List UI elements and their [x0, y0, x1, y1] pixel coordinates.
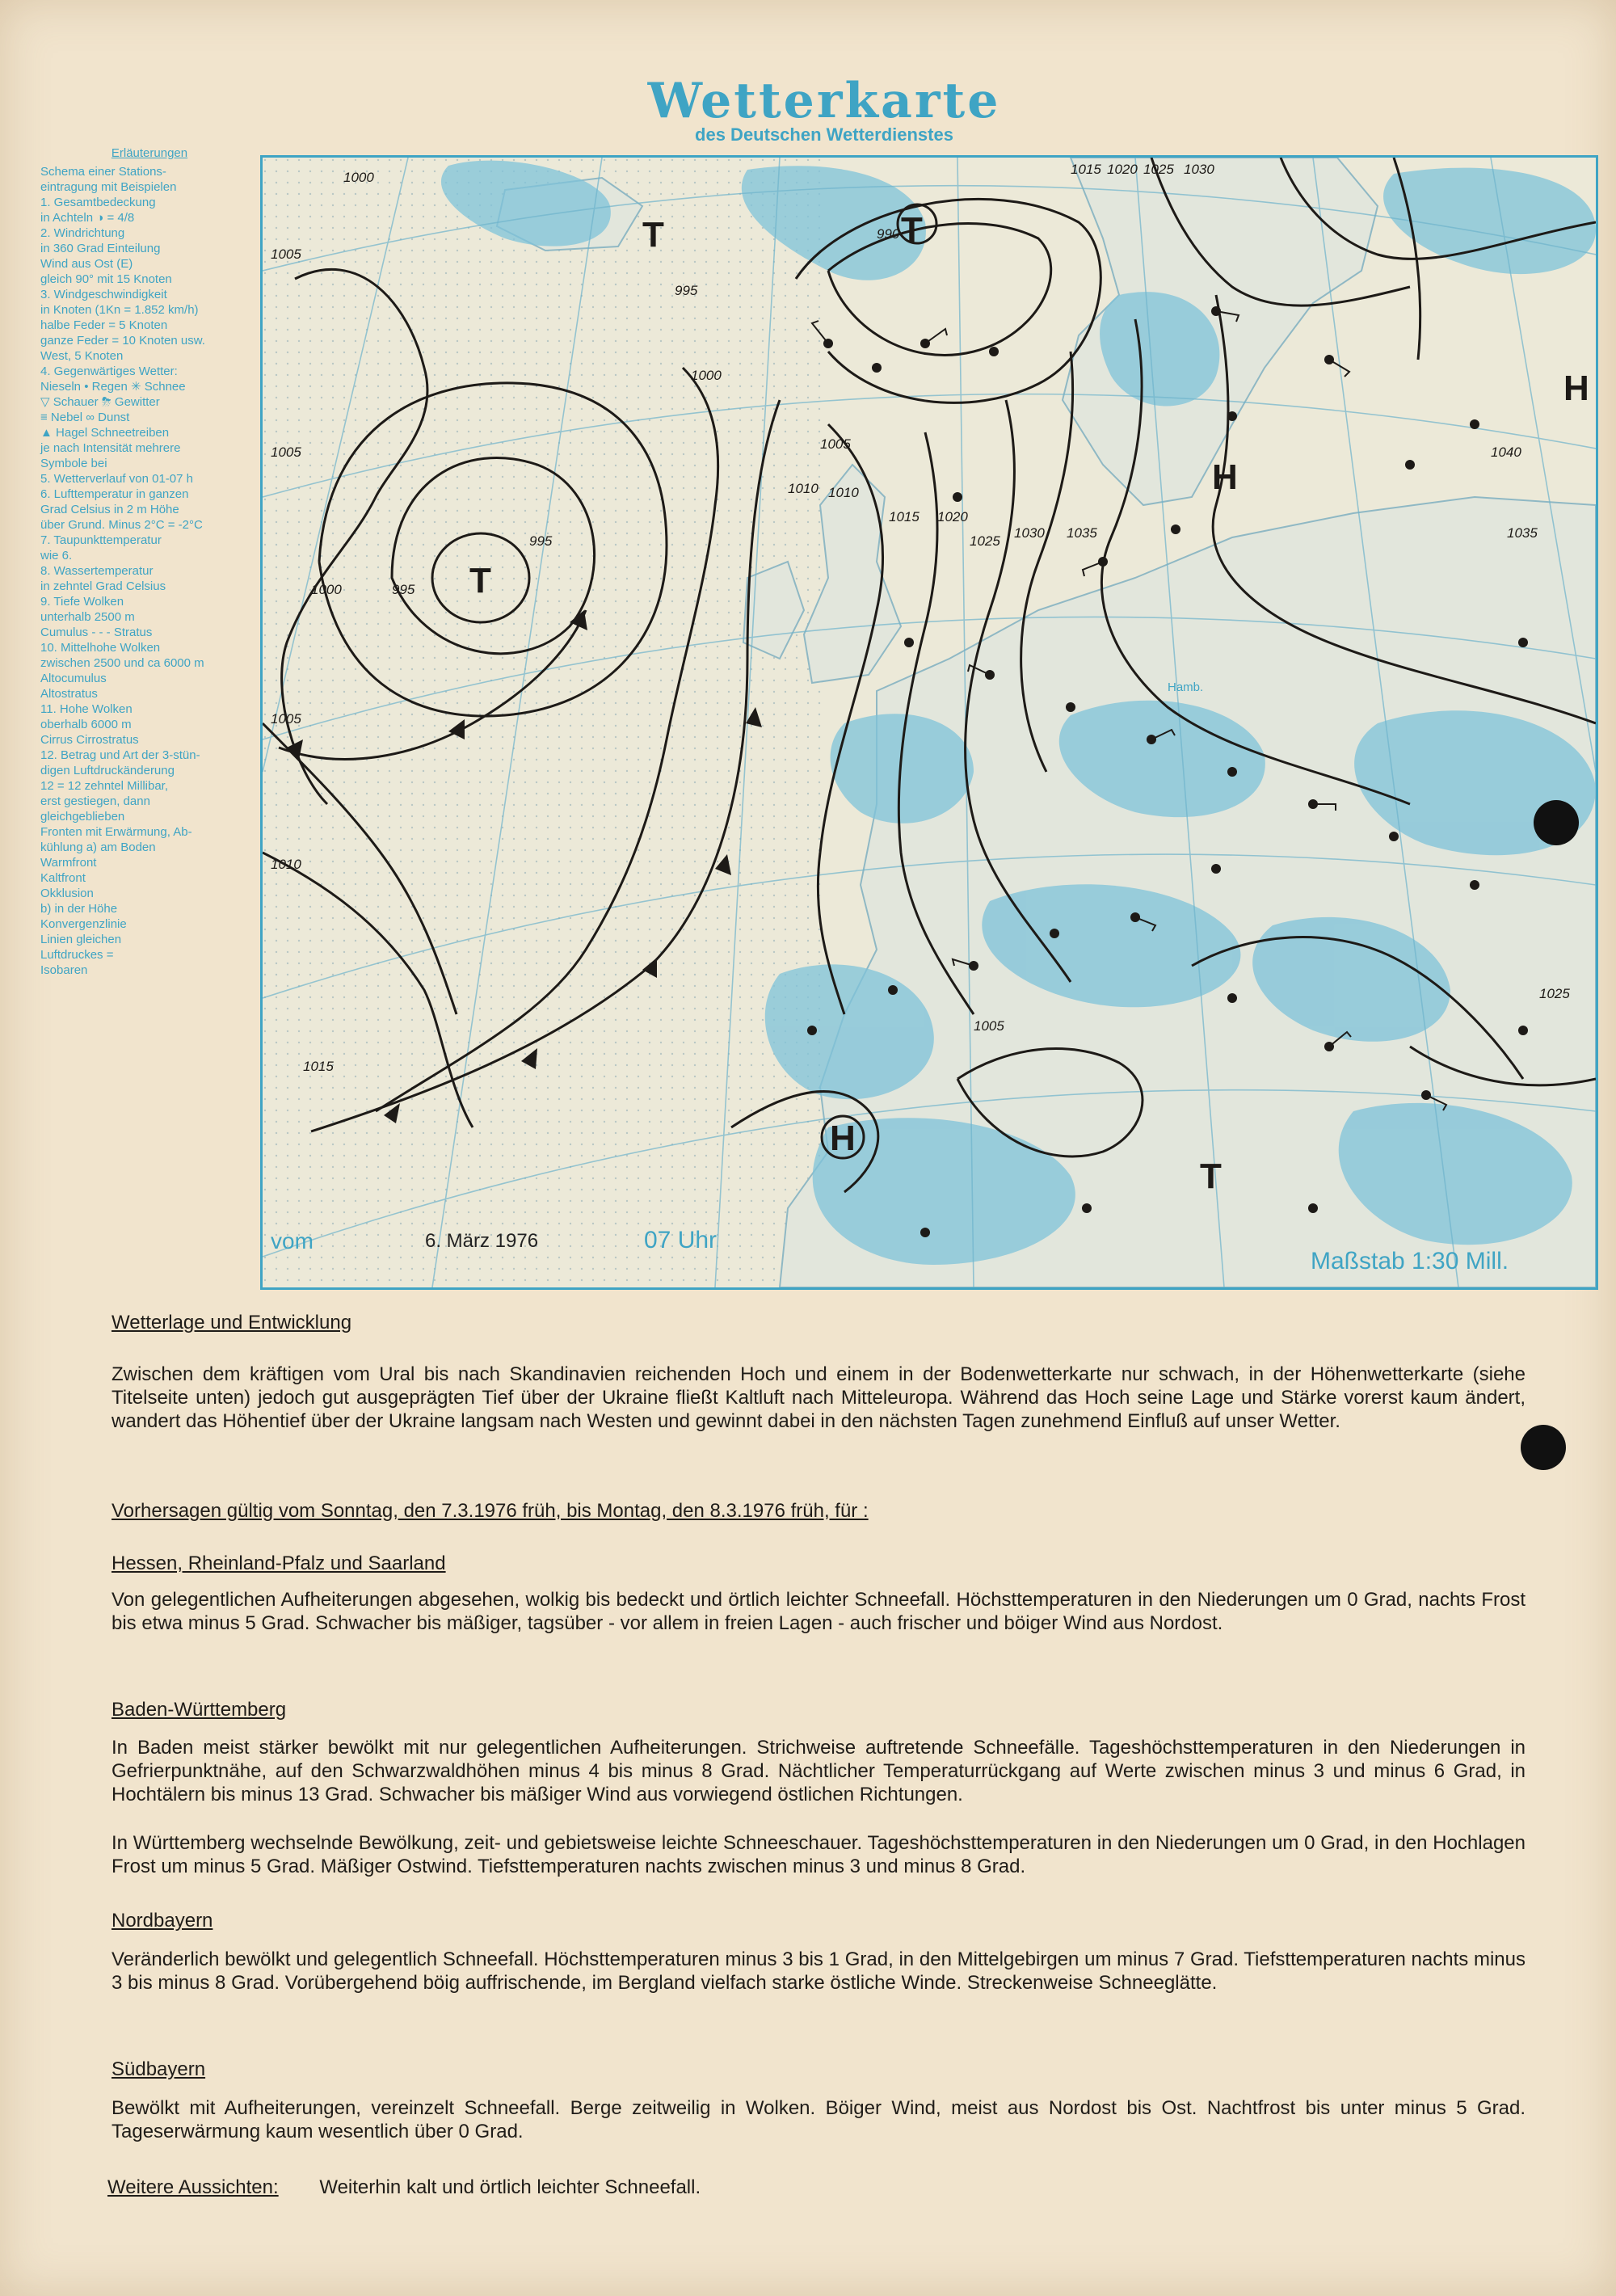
isobar-value: 1005 [974, 1018, 1004, 1034]
isobar-value: 990 [877, 226, 900, 242]
legend-item: 11. Hohe Wolken [40, 702, 133, 716]
outlook-text: Weiterhin kalt und örtlich leichter Schneefall. [319, 2176, 701, 2198]
outlook-label: Weitere Aussichten: [107, 2176, 279, 2198]
legend-item: b) in der Höhe [40, 902, 118, 916]
isobar-value: 1015 [303, 1059, 334, 1074]
legend-item: Isobaren [40, 963, 88, 977]
isobar-value: 1005 [271, 444, 301, 460]
isobar-value: 1000 [343, 170, 374, 185]
city-label-hamburg: Hamb. [1168, 680, 1204, 694]
isobar-value: 1010 [271, 857, 301, 872]
isobar-value: 1025 [970, 533, 1000, 549]
isobar-value: 1035 [1507, 525, 1538, 541]
station-marker [1518, 638, 1528, 647]
region-bw-heading [112, 1698, 1526, 1721]
region-title: Nordbayern [112, 1910, 213, 1932]
punch-hole [1534, 800, 1579, 845]
legend-item: 1. Gesamtbedeckung [40, 196, 156, 209]
region-nordbayern-heading [112, 1909, 1526, 1932]
legend-item: 12 = 12 zehntel Millibar, [40, 779, 169, 793]
legend-item: in zehntel Grad Celsius [40, 579, 166, 593]
legend-item: ▲ Hagel Schneetreiben [40, 426, 170, 440]
isobar-value: 1010 [788, 481, 819, 496]
legend-item: oberhalb 6000 m [40, 718, 132, 731]
isobar-value: 1030 [1014, 525, 1045, 541]
legend-items [40, 164, 259, 978]
isobar-value: 1005 [820, 436, 851, 452]
station-marker [1066, 702, 1075, 712]
validity-line [112, 1499, 1526, 1523]
legend-item: ▽ Schauer ⛈ Gewitter [40, 395, 160, 409]
isobar-value: 1025 [1143, 162, 1174, 177]
isobar-value: 1015 [1071, 162, 1101, 177]
legend-item: erst gestiegen, dann [40, 794, 150, 808]
region-suedbayern-heading [112, 2058, 1526, 2081]
isobar-value: 1030 [1184, 162, 1214, 177]
isobar-value: 1005 [271, 711, 301, 727]
legend-item: gleichgeblieben [40, 810, 125, 824]
legend-item: wie 6. [40, 549, 73, 562]
legend-item: 9. Tiefe Wolken [40, 595, 124, 609]
legend-item: eintragung mit Beispielen [40, 180, 177, 194]
legend-heading: Erläuterungen [111, 146, 188, 160]
legend-item: gleich 90° mit 15 Knoten [40, 272, 172, 286]
legend-item: Fronten mit Erwärmung, Ab- [40, 825, 192, 839]
station-marker [1518, 1026, 1528, 1035]
low-pressure-label: T [642, 215, 664, 255]
page-title: Wetterkarte [647, 73, 1001, 129]
isobar-value: 1000 [311, 582, 342, 597]
map-date: 6. März 1976 [425, 1230, 539, 1252]
isobar-value: 1010 [828, 485, 859, 500]
legend-item: zwischen 2500 und ca 6000 m [40, 656, 204, 670]
region-hessen-text: Von gelegentlichen Aufheiterungen abgesehen, wolkig bis bedeckt und örtlich leichter Schneefall. Höchsttemperaturen in den Niederungen um 0 Grad, nachts Frost bis etwa minus 5 Grad. Schwacher bis mäßiger, tagsüber - vor allem in freien Lagen - auch frischer und böiger Wind aus Nordost. [112, 1589, 1526, 1634]
low-pressure-label: T [469, 561, 491, 600]
legend-item: unterhalb 2500 m [40, 610, 135, 624]
legend-item: 6. Lufttemperatur in ganzen [40, 487, 189, 501]
situation-heading [112, 1311, 1526, 1334]
station-marker [1405, 460, 1415, 470]
legend-panel [40, 145, 259, 978]
isobar-value: 1005 [271, 246, 301, 262]
station-marker [807, 1026, 817, 1035]
legend-item: je nach Intensität mehrere [40, 441, 181, 455]
isobar-value: 995 [675, 283, 698, 298]
legend-item: Grad Celsius in 2 m Höhe [40, 503, 179, 516]
low-pressure-label: T [901, 210, 923, 250]
station-marker [1211, 864, 1221, 874]
legend-item: 2. Windrichtung [40, 226, 125, 240]
station-marker [1470, 880, 1479, 890]
page-subtitle: des Deutschen Wetterdienstes [695, 124, 953, 145]
legend-item: 3. Windgeschwindigkeit [40, 288, 167, 301]
legend-item: über Grund. Minus 2°C = -2°C [40, 518, 203, 532]
legend-item: Kaltfront [40, 871, 86, 885]
isobar-value: 1040 [1491, 444, 1521, 460]
map-title-block [614, 73, 1034, 145]
high-pressure-label: H [830, 1119, 856, 1158]
station-marker [1308, 1203, 1318, 1213]
station-marker [1050, 929, 1059, 938]
legend-item: Schema einer Stations- [40, 165, 166, 179]
legend-item: Altocumulus [40, 672, 107, 685]
station-marker [1227, 993, 1237, 1003]
situation-title: Wetterlage und Entwicklung [112, 1312, 352, 1333]
legend-item: Cumulus - - - Stratus [40, 626, 153, 639]
station-marker [904, 638, 914, 647]
high-pressure-label: H [1563, 369, 1589, 408]
legend-item: 5. Wetterverlauf von 01-07 h [40, 472, 193, 486]
legend-item: in Achteln ◑ = 4/8 [40, 211, 135, 225]
isobar-value: 1000 [691, 368, 722, 383]
outlook-line [107, 2176, 1521, 2199]
station-marker [1389, 832, 1399, 841]
legend-item: Konvergenzlinie [40, 917, 127, 931]
legend-item: Warmfront [40, 856, 97, 870]
isobar-value: 995 [392, 582, 415, 597]
station-marker [1227, 767, 1237, 777]
legend-item: 4. Gegenwärtiges Wetter: [40, 364, 178, 378]
high-pressure-label: H [1212, 457, 1238, 497]
legend-item: Okklusion [40, 887, 94, 900]
validity-text: Vorhersagen gültig vom Sonntag, den 7.3.1976 früh, bis Montag, den 8.3.1976 früh, für : [112, 1500, 869, 1522]
legend-item: West, 5 Knoten [40, 349, 124, 363]
isobar-value: 1035 [1067, 525, 1097, 541]
legend-item: ganze Feder = 10 Knoten usw. [40, 334, 205, 348]
region-title: Hessen, Rheinland-Pfalz und Saarland [112, 1552, 446, 1574]
legend-item: 12. Betrag und Art der 3-stün- [40, 748, 200, 762]
punch-hole [1521, 1425, 1566, 1470]
station-marker [1227, 411, 1237, 421]
region-bw-text-baden: In Baden meist stärker bewölkt mit nur gelegentlichen Aufheiterungen. Strichweise auftretende Schneefälle. Tageshöchsttemperaturen in den Niederungen in Gefrierpunktnähe, auf den Schwarzwaldhöhen minus 4 bis minus 8 Grad. Nächtlicher Temperaturrückgang auf Werte zwischen minus 3 und minus 6 Grad, in Hochtälern bis minus 13 Grad. Schwacher bis mäßiger Wind aus vorwiegend östlichen Richtungen. [112, 1737, 1526, 1805]
map-time: 07 Uhr [644, 1227, 718, 1253]
station-marker [888, 985, 898, 995]
legend-item: digen Luftdruckänderung [40, 764, 175, 777]
region-title: Südbayern [112, 2058, 206, 2080]
legend-item: in Knoten (1Kn = 1.852 km/h) [40, 303, 199, 317]
region-nordbayern-text: Veränderlich bewölkt und gelegentlich Schneefall. Höchsttemperaturen minus 3 bis 1 Grad, in den Mittelgebirgen um minus 7 Grad. Tiefsttemperaturen nachts minus 3 bis minus 8 Grad. Vorübergehend böig auffrischende, im Bergland vielfach starke östliche Winde. Streckenweise Schneeglätte. [112, 1948, 1526, 1994]
legend-item: 10. Mittelhohe Wolken [40, 641, 161, 655]
low-pressure-label: T [1200, 1156, 1222, 1196]
legend-item: Luftdruckes = [40, 948, 114, 962]
isobar-value: 1020 [1107, 162, 1138, 177]
region-title: Baden-Württemberg [112, 1699, 287, 1721]
legend-item: halbe Feder = 5 Knoten [40, 318, 168, 332]
legend-item: Symbole bei [40, 457, 107, 470]
legend-item: 8. Wassertemperatur [40, 564, 154, 578]
isobar-value: 1015 [889, 509, 920, 524]
weather-map [260, 155, 1598, 1290]
isobar-value: 995 [529, 533, 553, 549]
atlantic-stipple [263, 158, 828, 1287]
legend-item: Nieseln • Regen ✳ Schnee [40, 380, 186, 394]
legend-item: Cirrus Cirrostratus [40, 733, 139, 747]
station-marker [872, 363, 882, 373]
station-marker [1470, 419, 1479, 429]
legend-item: 7. Taupunkttemperatur [40, 533, 162, 547]
station-marker [920, 1228, 930, 1237]
station-marker [1082, 1203, 1092, 1213]
region-bw-text-wuerttemberg: In Württemberg wechselnde Bewölkung, zeit- und gebietsweise leichte Schneeschauer. Tageshöchsttemperaturen in den Niederungen um 0 Grad, in den Hochlagen Frost um minus 5 Grad. Mäßiger Ostwind. Tiefsttemperaturen nachts zwischen minus 3 und minus 8 Grad. [112, 1832, 1526, 1877]
legend-item: ≡ Nebel ∞ Dunst [40, 411, 130, 424]
legend-item: Wind aus Ost (E) [40, 257, 133, 271]
region-suedbayern-text: Bewölkt mit Aufheiterungen, vereinzelt Schneefall. Berge zeitweilig in Wolken. Böiger Wind, meist aus Nordost bis Ost. Nachtfrost bis unter minus 5 Grad. Tageserwärmung kaum wesentlich über 0 Grad. [112, 2097, 1526, 2142]
isobar-value: 1025 [1539, 986, 1570, 1001]
legend-item: in 360 Grad Einteilung [40, 242, 161, 255]
map-footer-vom: vom [271, 1228, 314, 1253]
weather-map-svg [263, 158, 1596, 1287]
station-marker [1171, 524, 1180, 534]
map-scale: Maßstab 1:30 Mill. [1311, 1248, 1509, 1274]
legend-item: kühlung a) am Boden [40, 840, 156, 854]
station-marker [953, 492, 962, 502]
station-marker [989, 347, 999, 356]
region-hessen-heading [112, 1552, 1526, 1575]
situation-paragraph: Zwischen dem kräftigen vom Ural bis nach Skandinavien reichenden Hoch und einem in der Bodenwetterkarte nur schwach, in der Höhenwetterkarte (siehe Titelseite unten) jedoch gut ausgeprägten Tief über der Ukraine fließt Kaltluft nach Mitteleuropa. Während das Hoch seine Lage und Stärke vorerst kaum ändert, wandert das Höhentief über der Ukraine langsam nach Westen und gewinnt dabei in den nächsten Tagen zunehmend Einfluß auf unser Wetter. [112, 1363, 1526, 1432]
legend-item: Linien gleichen [40, 933, 122, 946]
legend-item: Altostratus [40, 687, 98, 701]
isobar-value: 1020 [937, 509, 968, 524]
